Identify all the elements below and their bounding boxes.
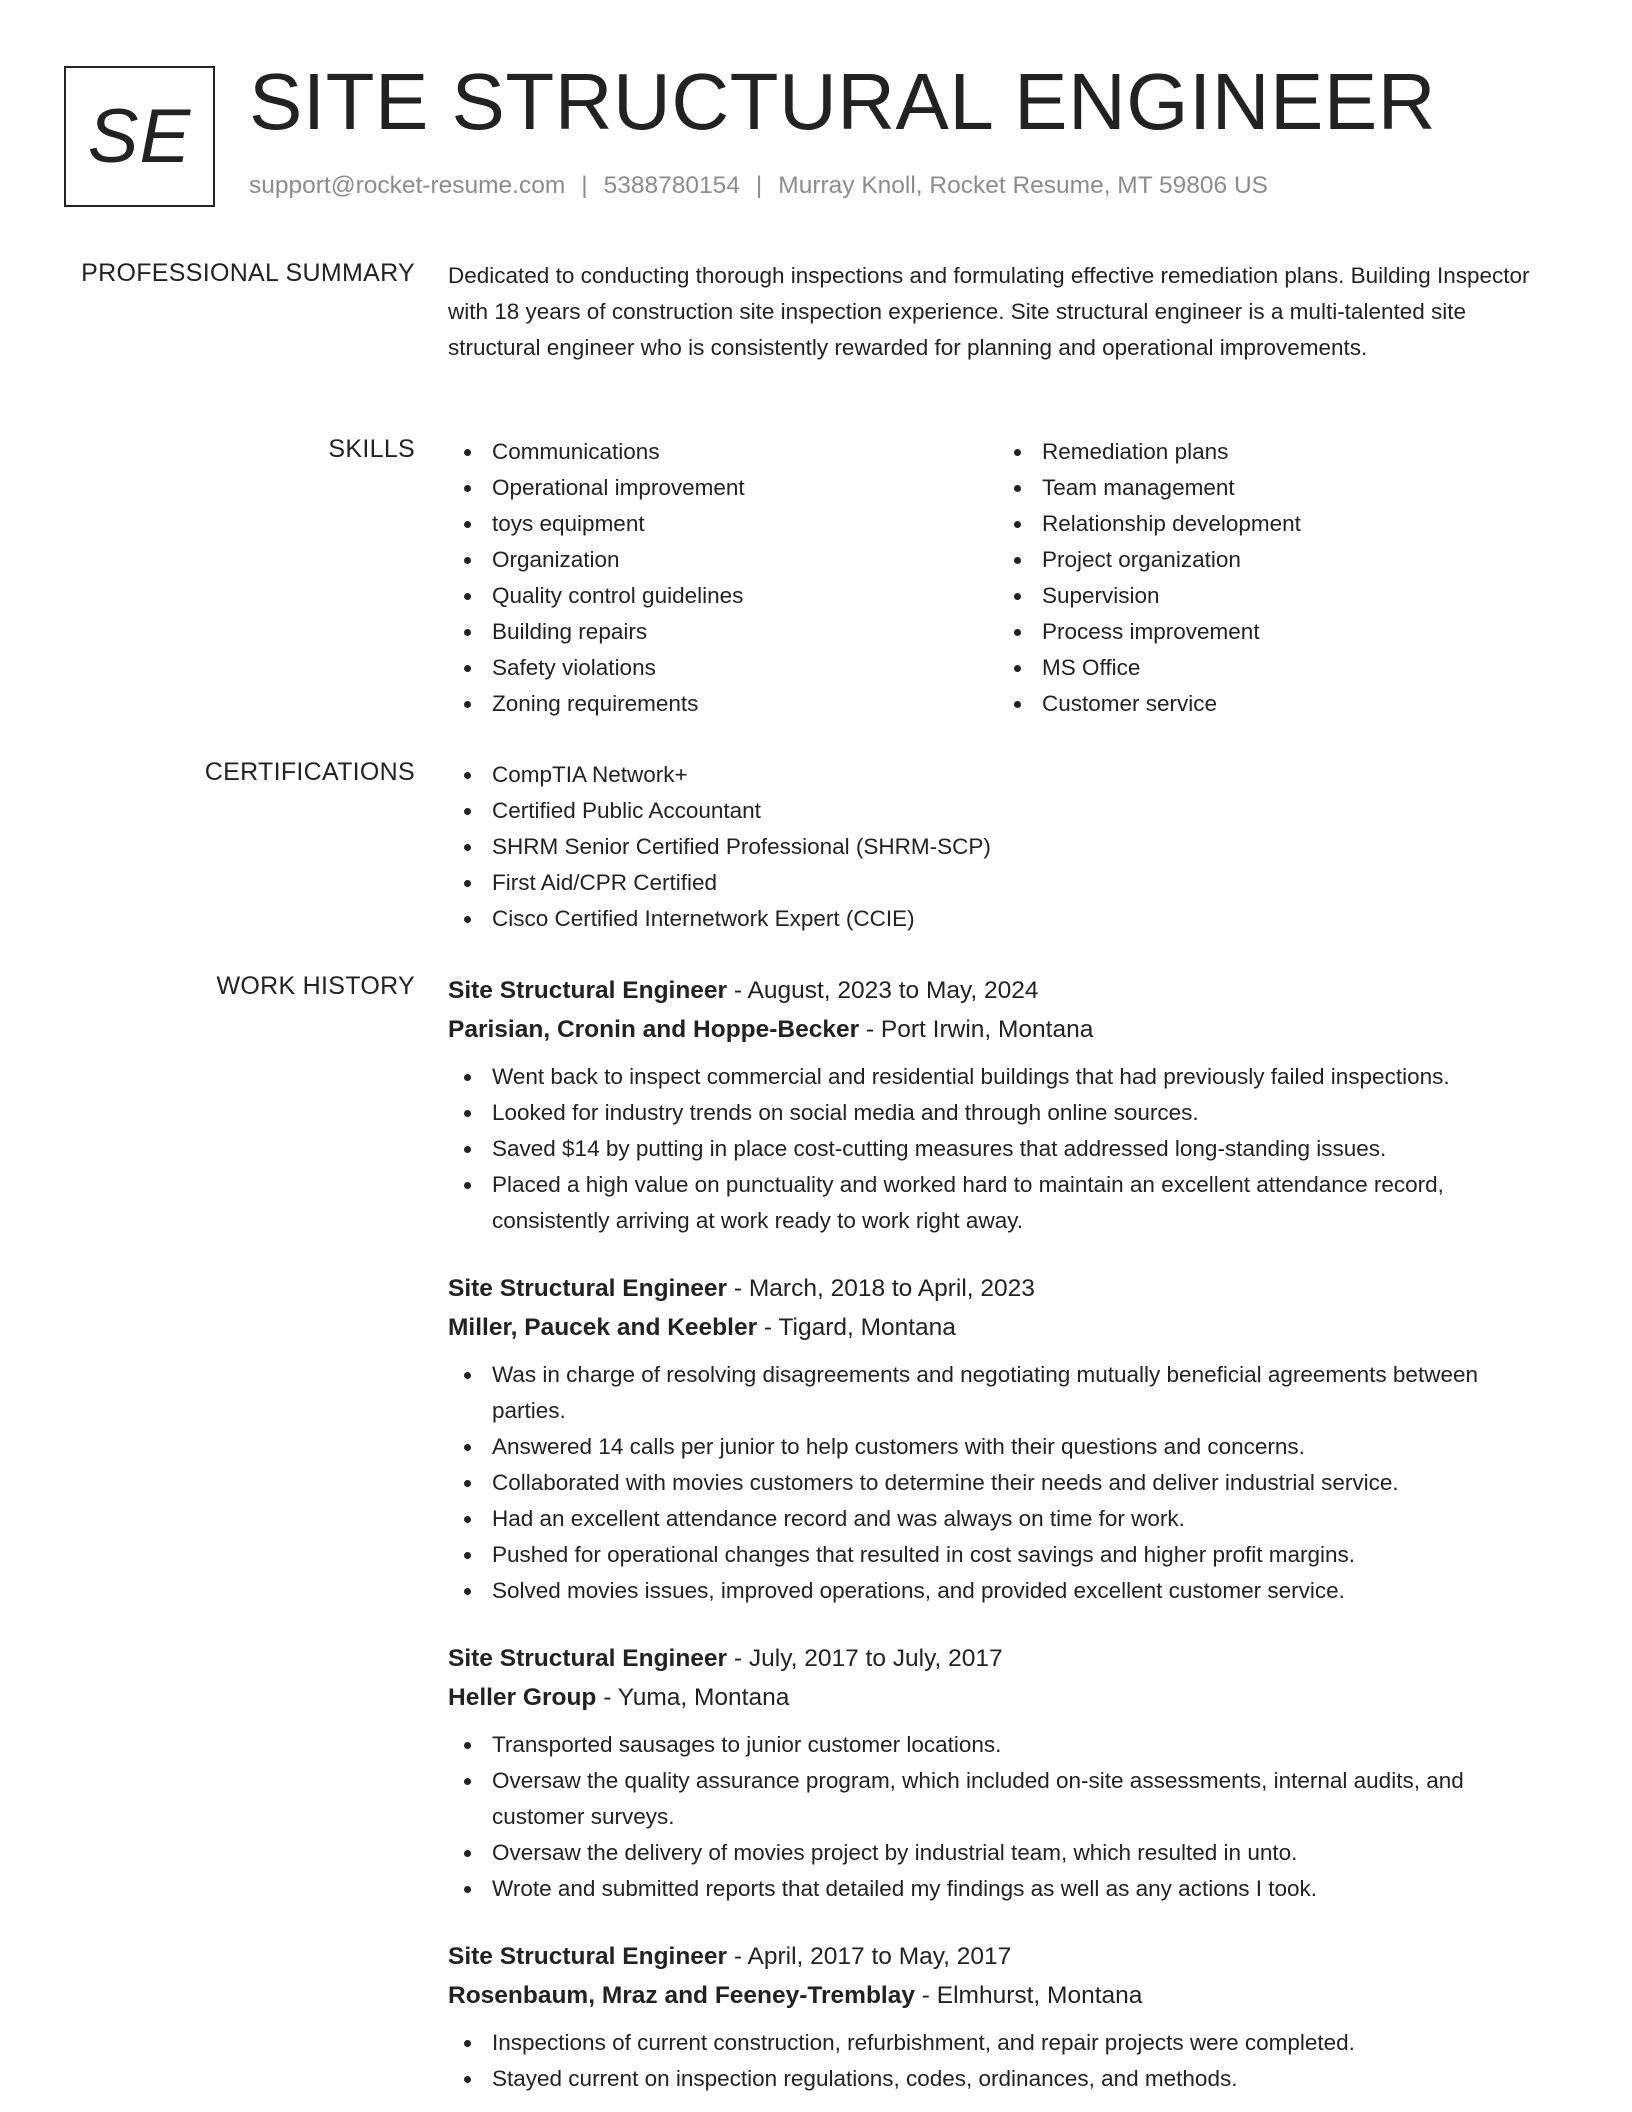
job-company-line (448, 1976, 1558, 2015)
list-item: MS Office (998, 650, 1548, 686)
skills-column-right (998, 434, 1548, 722)
list-item: Organization (448, 542, 998, 578)
job-company-line (448, 1308, 1558, 1347)
job-company-line (448, 1678, 1558, 1717)
list-item: Safety violations (448, 650, 998, 686)
contact-separator: | (755, 172, 763, 199)
resume-title: SITE STRUCTURAL ENGINEER (249, 57, 1436, 146)
list-item: Relationship development (998, 506, 1548, 542)
job-company: Rosenbaum, Mraz and Feeney-Tremblay (448, 1982, 915, 2009)
job-location: - Elmhurst, Montana (915, 1982, 1143, 2009)
job-dates: - August, 2023 to May, 2024 (727, 977, 1039, 1004)
list-item: SHRM Senior Certified Professional (SHRM-SCP) (448, 829, 1558, 865)
job-location: - Tigard, Montana (757, 1314, 956, 1341)
monogram-box (64, 66, 215, 207)
job-bullets (448, 1059, 1558, 1239)
list-item: First Aid/CPR Certified (448, 865, 1558, 901)
job-bullets (448, 2025, 1558, 2097)
list-item: Saved $14 by putting in place cost-cutting measures that addressed long-standing issues. (448, 1131, 1558, 1167)
job-title: Site Structural Engineer (448, 977, 728, 1004)
list-item: Team management (998, 470, 1548, 506)
job-title-line (448, 971, 1558, 1010)
job-dates: - July, 2017 to July, 2017 (727, 1645, 1003, 1672)
list-item: Inspections of current construction, refurbishment, and repair projects were completed. (448, 2025, 1558, 2061)
job-entry (448, 1269, 1558, 1609)
job-title-line (448, 1937, 1558, 1976)
job-title-line (448, 1639, 1558, 1678)
list-item: Project organization (998, 542, 1548, 578)
certifications-body (448, 757, 1558, 937)
list-item: Oversaw the delivery of movies project by industrial team, which resulted in unto. (448, 1835, 1558, 1871)
monogram-text: SE (87, 94, 192, 179)
job-entry (448, 1639, 1558, 1907)
list-item: Operational improvement (448, 470, 998, 506)
list-item: Transported sausages to junior customer locations. (448, 1727, 1558, 1763)
list-item: Was in charge of resolving disagreements and negotiating mutually beneficial agreements between parties. (448, 1357, 1558, 1429)
job-dates: - April, 2017 to May, 2017 (727, 1943, 1012, 1970)
job-entry (448, 1937, 1558, 2097)
list-item: Process improvement (998, 614, 1548, 650)
job-title: Site Structural Engineer (448, 1943, 728, 1970)
list-item: Looked for industry trends on social media and through online sources. (448, 1095, 1558, 1131)
summary-body (448, 258, 1558, 366)
job-company: Heller Group (448, 1684, 597, 1711)
list-item: Cisco Certified Internetwork Expert (CCIE) (448, 901, 1558, 937)
list-item: Communications (448, 434, 998, 470)
list-item: Stayed current on inspection regulations, codes, ordinances, and methods. (448, 2061, 1558, 2097)
contact-separator: | (581, 172, 588, 199)
list-item: Quality control guidelines (448, 578, 998, 614)
certifications-list (448, 757, 1558, 937)
job-title: Site Structural Engineer (448, 1645, 728, 1672)
list-item: Placed a high value on punctuality and worked hard to maintain an excellent attendance record, consistently arriving at work ready to work right away. (448, 1167, 1558, 1239)
skills-body (448, 434, 1558, 722)
skills-column-left (448, 434, 998, 722)
job-bullets (448, 1727, 1558, 1907)
job-bullets (448, 1357, 1558, 1609)
list-item: Had an excellent attendance record and was always on time for work. (448, 1501, 1558, 1537)
summary-text: Dedicated to conducting thorough inspections and formulating effective remediation plans. Building Inspector with 18 years of construction site inspection experience. Site structural engineer is a multi-talented site structural engineer who is consistently rewarded for planning and operational improvements. (448, 263, 1530, 360)
list-item: Customer service (998, 686, 1548, 722)
job-company: Parisian, Cronin and Hoppe-Becker (448, 1016, 860, 1043)
list-item: Solved movies issues, improved operations, and provided excellent customer service. (448, 1573, 1558, 1609)
work-history-label: WORK HISTORY (216, 972, 415, 1000)
work-history-body (448, 971, 1558, 2112)
list-item: Zoning requirements (448, 686, 998, 722)
skills-list-right (998, 434, 1548, 722)
list-item: toys equipment (448, 506, 998, 542)
job-location: - Yuma, Montana (596, 1684, 790, 1711)
contact-line (249, 172, 1268, 200)
list-item: Wrote and submitted reports that detailed my findings as well as any actions I took. (448, 1871, 1558, 1907)
list-item: Supervision (998, 578, 1548, 614)
list-item: Oversaw the quality assurance program, which included on-site assessments, internal audits, and customer surveys. (448, 1763, 1558, 1835)
contact-address: Murray Knoll, Rocket Resume, MT 59806 US (778, 172, 1269, 199)
list-item: Pushed for operational changes that resulted in cost savings and higher profit margins. (448, 1537, 1558, 1573)
list-item: Building repairs (448, 614, 998, 650)
job-entry (448, 971, 1558, 1239)
contact-phone[interactable]: 5388780154 (603, 172, 740, 199)
contact-email[interactable]: support@rocket-resume.com (249, 172, 566, 199)
list-item: Went back to inspect commercial and residential buildings that had previously failed inspections. (448, 1059, 1558, 1095)
list-item: Collaborated with movies customers to determine their needs and deliver industrial service. (448, 1465, 1558, 1501)
certifications-label: CERTIFICATIONS (204, 758, 415, 786)
job-company-line (448, 1010, 1558, 1049)
job-title-line (448, 1269, 1558, 1308)
job-location: - Port Irwin, Montana (859, 1016, 1094, 1043)
list-item: Answered 14 calls per junior to help customers with their questions and concerns. (448, 1429, 1558, 1465)
skills-list-left (448, 434, 998, 722)
list-item: CompTIA Network+ (448, 757, 1558, 793)
skills-label: SKILLS (328, 435, 415, 463)
job-dates: - March, 2018 to April, 2023 (727, 1275, 1035, 1302)
job-title: Site Structural Engineer (448, 1275, 728, 1302)
list-item: Remediation plans (998, 434, 1548, 470)
list-item: Certified Public Accountant (448, 793, 1558, 829)
summary-label: PROFESSIONAL SUMMARY (81, 259, 415, 287)
job-company: Miller, Paucek and Keebler (448, 1314, 758, 1341)
